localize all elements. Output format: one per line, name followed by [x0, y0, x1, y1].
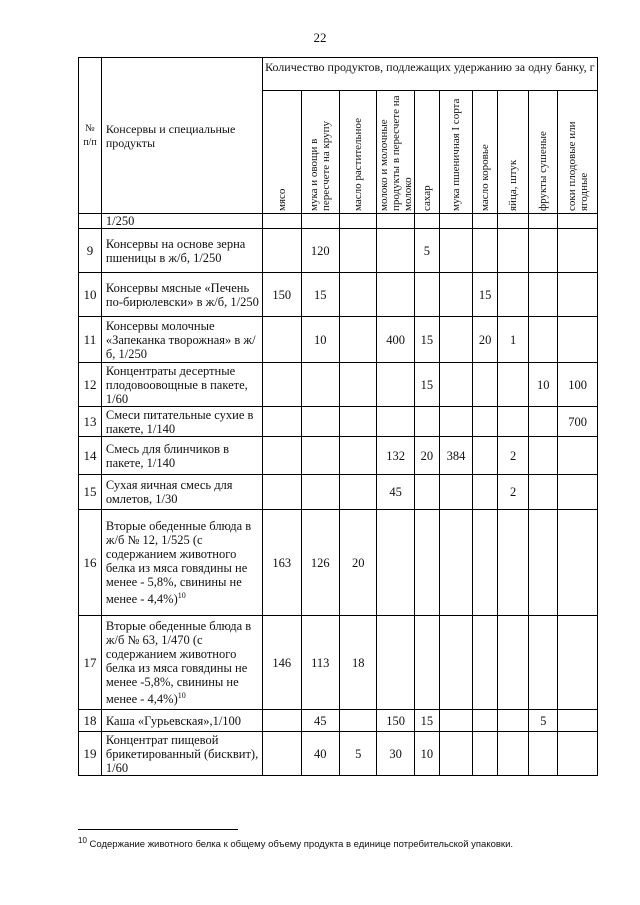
footnote-text: Содержание животного белка к общему объему продукта в единице потребительской упаковки. — [89, 839, 514, 851]
value-cell — [498, 710, 529, 732]
value-cell — [529, 229, 558, 273]
value-cell — [439, 229, 472, 273]
product-name-cell — [101, 510, 262, 616]
value-cell — [529, 437, 558, 475]
value-cell: 2 — [498, 437, 529, 475]
column-header-label: мука пшеничная I сорта — [449, 98, 462, 211]
value-cell — [439, 475, 472, 510]
value-cell — [473, 475, 498, 510]
continuation-row — [79, 214, 598, 229]
value-cell — [498, 510, 529, 616]
value-cell — [439, 732, 472, 776]
value-cell — [377, 229, 414, 273]
value-cell: 15 — [414, 363, 439, 407]
value-cell — [340, 363, 377, 407]
value-cell: 120 — [301, 229, 339, 273]
value-cell — [529, 616, 558, 710]
value-cell — [558, 273, 598, 317]
product-name: Концентрат пищевой брикетированный (бисквит), 1/60 — [105, 732, 259, 775]
footnote — [78, 836, 513, 850]
continuation-num — [79, 214, 102, 229]
column-header-8 — [529, 91, 558, 214]
value-cell — [340, 437, 377, 475]
footnote-mark: 10 — [78, 836, 87, 845]
value-cell — [558, 710, 598, 732]
value-cell: 100 — [558, 363, 598, 407]
header-num: № п/п — [79, 58, 102, 214]
value-cell — [263, 407, 301, 437]
product-name: Смесь для блинчиков в пакете, 1/140 — [105, 441, 230, 470]
value-cell: 15 — [414, 710, 439, 732]
value-cell: 5 — [529, 710, 558, 732]
product-name: Каша «Гурьевская»,1/100 — [105, 713, 242, 728]
value-cell — [439, 407, 472, 437]
value-cell: 2 — [498, 475, 529, 510]
value-cell — [340, 317, 377, 363]
value-cell — [301, 407, 339, 437]
value-cell — [529, 407, 558, 437]
product-name: Вторые обеденные блюда в ж/б № 12, 1/525 (с содержанием животного белка из мяса говядины не менее - 5,8%, свинины не менее - 4,4%) — [105, 518, 252, 607]
table-row — [79, 510, 598, 616]
table-row — [79, 475, 598, 510]
row-number: 12 — [79, 363, 102, 407]
value-cell: 15 — [414, 317, 439, 363]
product-name: Консервы на основе зерна пшеницы в ж/б, 1/250 — [105, 236, 246, 265]
column-header-1 — [301, 91, 339, 214]
product-name-cell — [101, 407, 262, 437]
column-header-0 — [263, 91, 301, 214]
value-cell: 30 — [377, 732, 414, 776]
value-cell — [414, 616, 439, 710]
value-cell: 20 — [473, 317, 498, 363]
value-cell: 10 — [529, 363, 558, 407]
value-cell: 20 — [340, 510, 377, 616]
row-number: 19 — [79, 732, 102, 776]
product-name-cell — [101, 710, 262, 732]
table-row — [79, 317, 598, 363]
value-cell — [473, 363, 498, 407]
value-cell — [340, 407, 377, 437]
value-cell: 150 — [263, 273, 301, 317]
value-cell — [439, 317, 472, 363]
value-cell: 163 — [263, 510, 301, 616]
value-cell — [377, 273, 414, 317]
value-cell — [377, 407, 414, 437]
footnote-ref: 10 — [177, 690, 186, 700]
product-name-cell — [101, 273, 262, 317]
value-cell — [263, 475, 301, 510]
value-cell — [558, 437, 598, 475]
value-cell — [340, 710, 377, 732]
table-row — [79, 710, 598, 732]
product-name: Концентраты десертные плодовоовощные в пакете, 1/60 — [105, 363, 248, 406]
value-cell — [498, 363, 529, 407]
page-number: 22 — [313, 30, 327, 45]
value-cell — [414, 407, 439, 437]
header-name: Консервы и специальные продукты — [101, 58, 262, 214]
value-cell — [439, 710, 472, 732]
product-name: Вторые обеденные блюда в ж/б № 63, 1/470 (с содержанием животного белка из мяса говядины не менее -5,8%, свинины не менее - 4,4%) — [105, 618, 252, 707]
value-cell — [529, 273, 558, 317]
value-cell — [301, 437, 339, 475]
value-cell: 113 — [301, 616, 339, 710]
value-cell — [377, 363, 414, 407]
value-cell: 18 — [340, 616, 377, 710]
column-header-label: соки плодовые или ягодные — [565, 121, 590, 211]
value-cell — [498, 732, 529, 776]
value-cell: 15 — [473, 273, 498, 317]
table-row — [79, 407, 598, 437]
value-cell — [558, 229, 598, 273]
value-cell: 10 — [301, 317, 339, 363]
product-name-cell — [101, 732, 262, 776]
row-number: 17 — [79, 616, 102, 710]
row-number: 14 — [79, 437, 102, 475]
value-cell — [529, 510, 558, 616]
value-cell — [439, 616, 472, 710]
row-number: 11 — [79, 317, 102, 363]
value-cell — [529, 732, 558, 776]
value-cell — [498, 229, 529, 273]
value-cell: 132 — [377, 437, 414, 475]
value-cell: 15 — [301, 273, 339, 317]
product-name-cell — [101, 437, 262, 475]
value-cell: 384 — [439, 437, 472, 475]
value-cell — [473, 510, 498, 616]
column-header-label: масло растительное — [352, 118, 365, 211]
value-cell — [439, 363, 472, 407]
value-cell — [473, 710, 498, 732]
value-cell — [263, 363, 301, 407]
value-cell: 700 — [558, 407, 598, 437]
value-cell — [301, 475, 339, 510]
product-name-cell — [101, 317, 262, 363]
value-cell: 10 — [414, 732, 439, 776]
value-cell: 146 — [263, 616, 301, 710]
column-header-label: мука и овощи в пересчете на крупу — [308, 120, 333, 211]
value-cell: 20 — [414, 437, 439, 475]
products-table — [78, 57, 598, 776]
value-cell: 126 — [301, 510, 339, 616]
row-number: 13 — [79, 407, 102, 437]
value-cell — [340, 229, 377, 273]
column-header-4 — [414, 91, 439, 214]
product-name: Консервы мясные «Печень по-бирюлевски» в ж/б, 1/250 — [105, 280, 259, 309]
value-cell — [439, 273, 472, 317]
row-number: 18 — [79, 710, 102, 732]
value-cell — [558, 475, 598, 510]
value-cell — [558, 616, 598, 710]
value-cell: 45 — [377, 475, 414, 510]
value-cell: 5 — [414, 229, 439, 273]
column-header-label: сахар — [420, 185, 433, 211]
value-cell — [558, 510, 598, 616]
value-cell: 5 — [340, 732, 377, 776]
table-row — [79, 616, 598, 710]
value-cell: 400 — [377, 317, 414, 363]
value-cell — [498, 407, 529, 437]
value-cell — [498, 616, 529, 710]
product-name: Консервы молочные «Запеканка творожная» в ж/б, 1/250 — [105, 318, 256, 361]
column-header-6 — [473, 91, 498, 214]
column-header-label: яйца, штук — [507, 159, 520, 211]
table-row — [79, 363, 598, 407]
column-header-5 — [439, 91, 472, 214]
value-cell — [558, 317, 598, 363]
value-cell — [473, 437, 498, 475]
column-header-9 — [558, 91, 598, 214]
table-row — [79, 229, 598, 273]
product-name-cell — [101, 475, 262, 510]
value-cell — [263, 710, 301, 732]
value-cell: 1 — [498, 317, 529, 363]
value-cell — [377, 616, 414, 710]
value-cell — [377, 510, 414, 616]
value-cell — [473, 407, 498, 437]
column-header-label: фрукты сушеные — [537, 131, 550, 211]
column-header-label: мясо — [275, 188, 288, 211]
value-cell — [439, 510, 472, 616]
header-quantity: Количество продуктов, подлежащих удержанию за одну банку, г — [263, 58, 598, 91]
footnote-ref: 10 — [177, 590, 186, 600]
value-cell — [473, 229, 498, 273]
row-number: 10 — [79, 273, 102, 317]
row-number: 16 — [79, 510, 102, 616]
value-cell — [263, 317, 301, 363]
row-number: 15 — [79, 475, 102, 510]
value-cell — [558, 732, 598, 776]
value-cell: 150 — [377, 710, 414, 732]
column-header-7 — [498, 91, 529, 214]
value-cell — [340, 475, 377, 510]
product-name-cell — [101, 229, 262, 273]
continuation-text: 1/250 — [101, 214, 262, 229]
value-cell: 45 — [301, 710, 339, 732]
product-name-cell — [101, 363, 262, 407]
value-cell — [414, 273, 439, 317]
product-name: Сухая яичная смесь для омлетов, 1/30 — [105, 478, 233, 506]
value-cell — [473, 616, 498, 710]
value-cell — [263, 437, 301, 475]
value-cell — [529, 475, 558, 510]
value-cell — [473, 732, 498, 776]
table-row — [79, 437, 598, 475]
footnote-rule — [78, 829, 238, 830]
product-name: Смеси питательные сухие в пакете, 1/140 — [105, 407, 254, 436]
product-name-cell — [101, 616, 262, 710]
value-cell — [263, 732, 301, 776]
value-cell — [414, 475, 439, 510]
column-header-label: масло коровье — [479, 144, 492, 211]
table-row — [79, 732, 598, 776]
value-cell — [414, 510, 439, 616]
column-header-3 — [377, 91, 414, 214]
column-header-2 — [340, 91, 377, 214]
table-row — [79, 273, 598, 317]
value-cell — [263, 229, 301, 273]
row-number: 9 — [79, 229, 102, 273]
value-cell — [340, 273, 377, 317]
column-header-label: молоко и молочные продукты в пересчете на молоко — [378, 95, 415, 211]
value-cell — [498, 273, 529, 317]
value-cell: 40 — [301, 732, 339, 776]
value-cell — [529, 317, 558, 363]
value-cell — [301, 363, 339, 407]
